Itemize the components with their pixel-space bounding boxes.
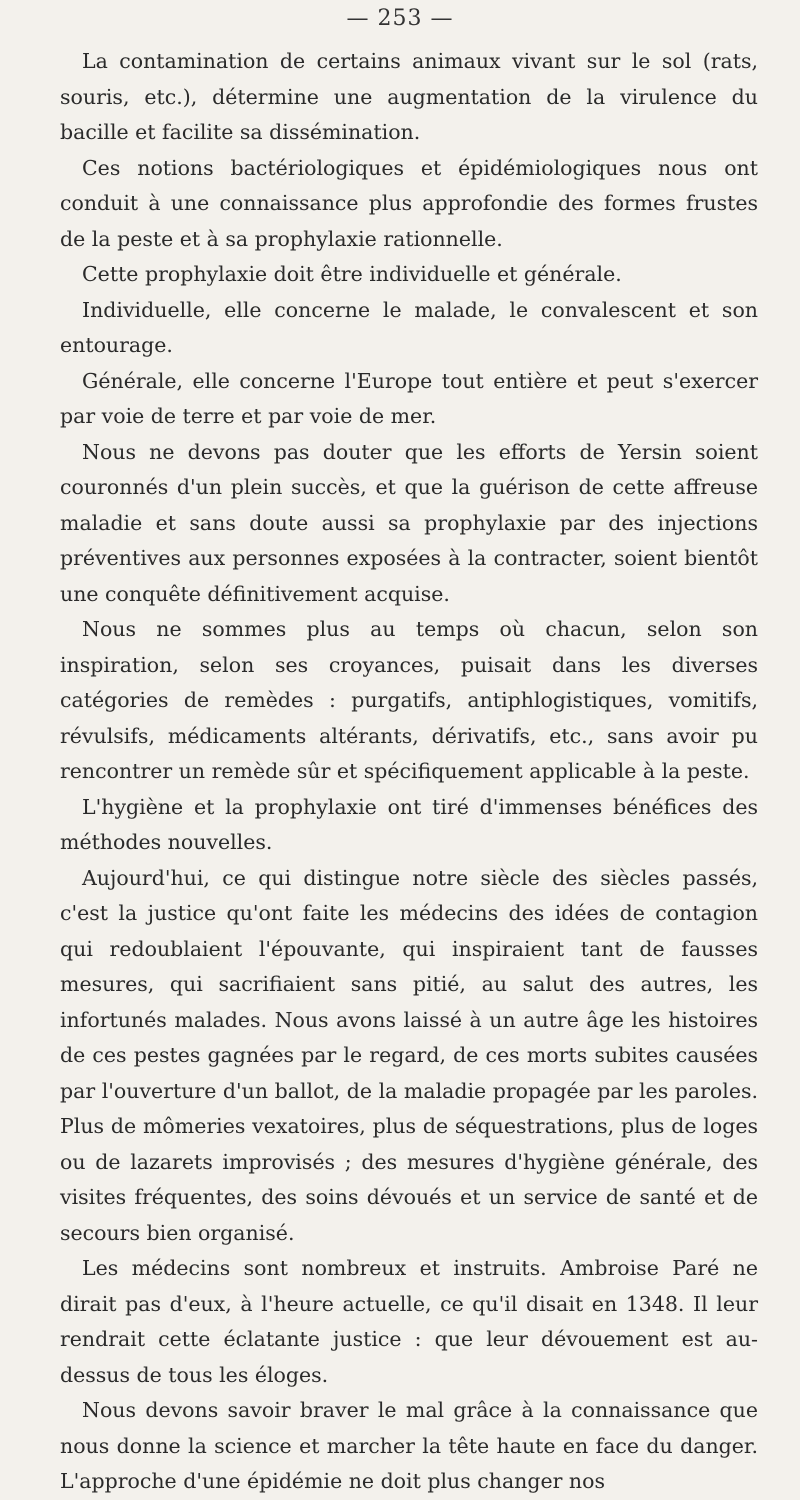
body-text bbox=[60, 44, 758, 1500]
page-number: — 253 — bbox=[346, 6, 454, 31]
paragraph-yersin: Nous ne devons pas douter que les efforts de Yersin soient couronnés d'un plein succès, et que la guérison de cette affreuse maladie et sans doute aussi sa prophylaxie par des injections préventives aux personnes exposées à la contracter, soient bientôt une conquête définitivement acquise. bbox=[60, 439, 758, 606]
paragraph-today: Aujourd'hui, ce qui distingue notre siècle des siècles passés, c'est la justice qu'ont faite les médecins des idées de contagion qui redoublaient l'épouvante, qui inspiraient tant de fausses mesures, qui sacrifiaient sans pitié, au salut des autres, les infortunés malades. Nous avons laissé à un autre âge les histoires de ces pestes gagnées par le regard, de ces morts subites causées par l'ouverture d'un ballot, de la maladie propagée par les paroles. Plus de mômeries vexatoires, plus de séquestrations, plus de loges ou de lazarets improvisés ; des mesures d'hygiène générale, des visites fréquentes, des soins dévoués et un service de santé et de secours bien organisé. bbox=[60, 865, 758, 1245]
paragraph-hygiene: L'hygiène et la prophylaxie ont tiré d'immenses bénéfices des méthodes nouvelles. bbox=[60, 794, 758, 854]
paragraph-individual: Individuelle, elle concerne le malade, le convalescent et son entourage. bbox=[60, 297, 758, 357]
paragraph-physicians: Les médecins sont nombreux et instruits. Ambroise Paré ne dirait pas d'eux, à l'heure actuelle, ce qu'il disait en 1348. Il leur rendrait cette éclatante justice : que leur dévouement est au-dessus de tous les éloges. bbox=[60, 1256, 758, 1387]
paragraph-remedies: Nous ne sommes plus au temps où chacun, selon son inspiration, selon ses croyances, puisait dans les diverses catégories de remèdes : purgatifs, antiphlogistiques, vomitifs, révulsifs, médicaments altérants, dérivatifs, etc., sans avoir pu rencontrer un remède sûr et spécifiquement applicable à la peste. bbox=[60, 617, 758, 783]
paragraph-bacteriological-notions: Ces notions bactériologiques et épidémiologiques nous ont conduit à une connaissance plus approfondie des formes frustes de la peste et à sa prophylaxie rationnelle. bbox=[60, 155, 758, 251]
paragraph-contamination: La contamination de certains animaux vivant sur le sol (rats, souris, etc.), détermine une augmentation de la virulence du bacille et facilite sa dissémination. bbox=[60, 49, 758, 144]
paragraph-prophylaxis-types: Cette prophylaxie doit être individuelle et générale. bbox=[82, 262, 622, 286]
paragraph-courage: Nous devons savoir braver le mal grâce à la connaissance que nous donne la science et marcher la tête haute en face du danger. L'approche d'une épidémie ne doit plus changer nos bbox=[60, 1398, 758, 1493]
paragraph-general: Générale, elle concerne l'Europe tout entière et peut s'exercer par voie de terre et par voie de mer. bbox=[60, 368, 758, 428]
